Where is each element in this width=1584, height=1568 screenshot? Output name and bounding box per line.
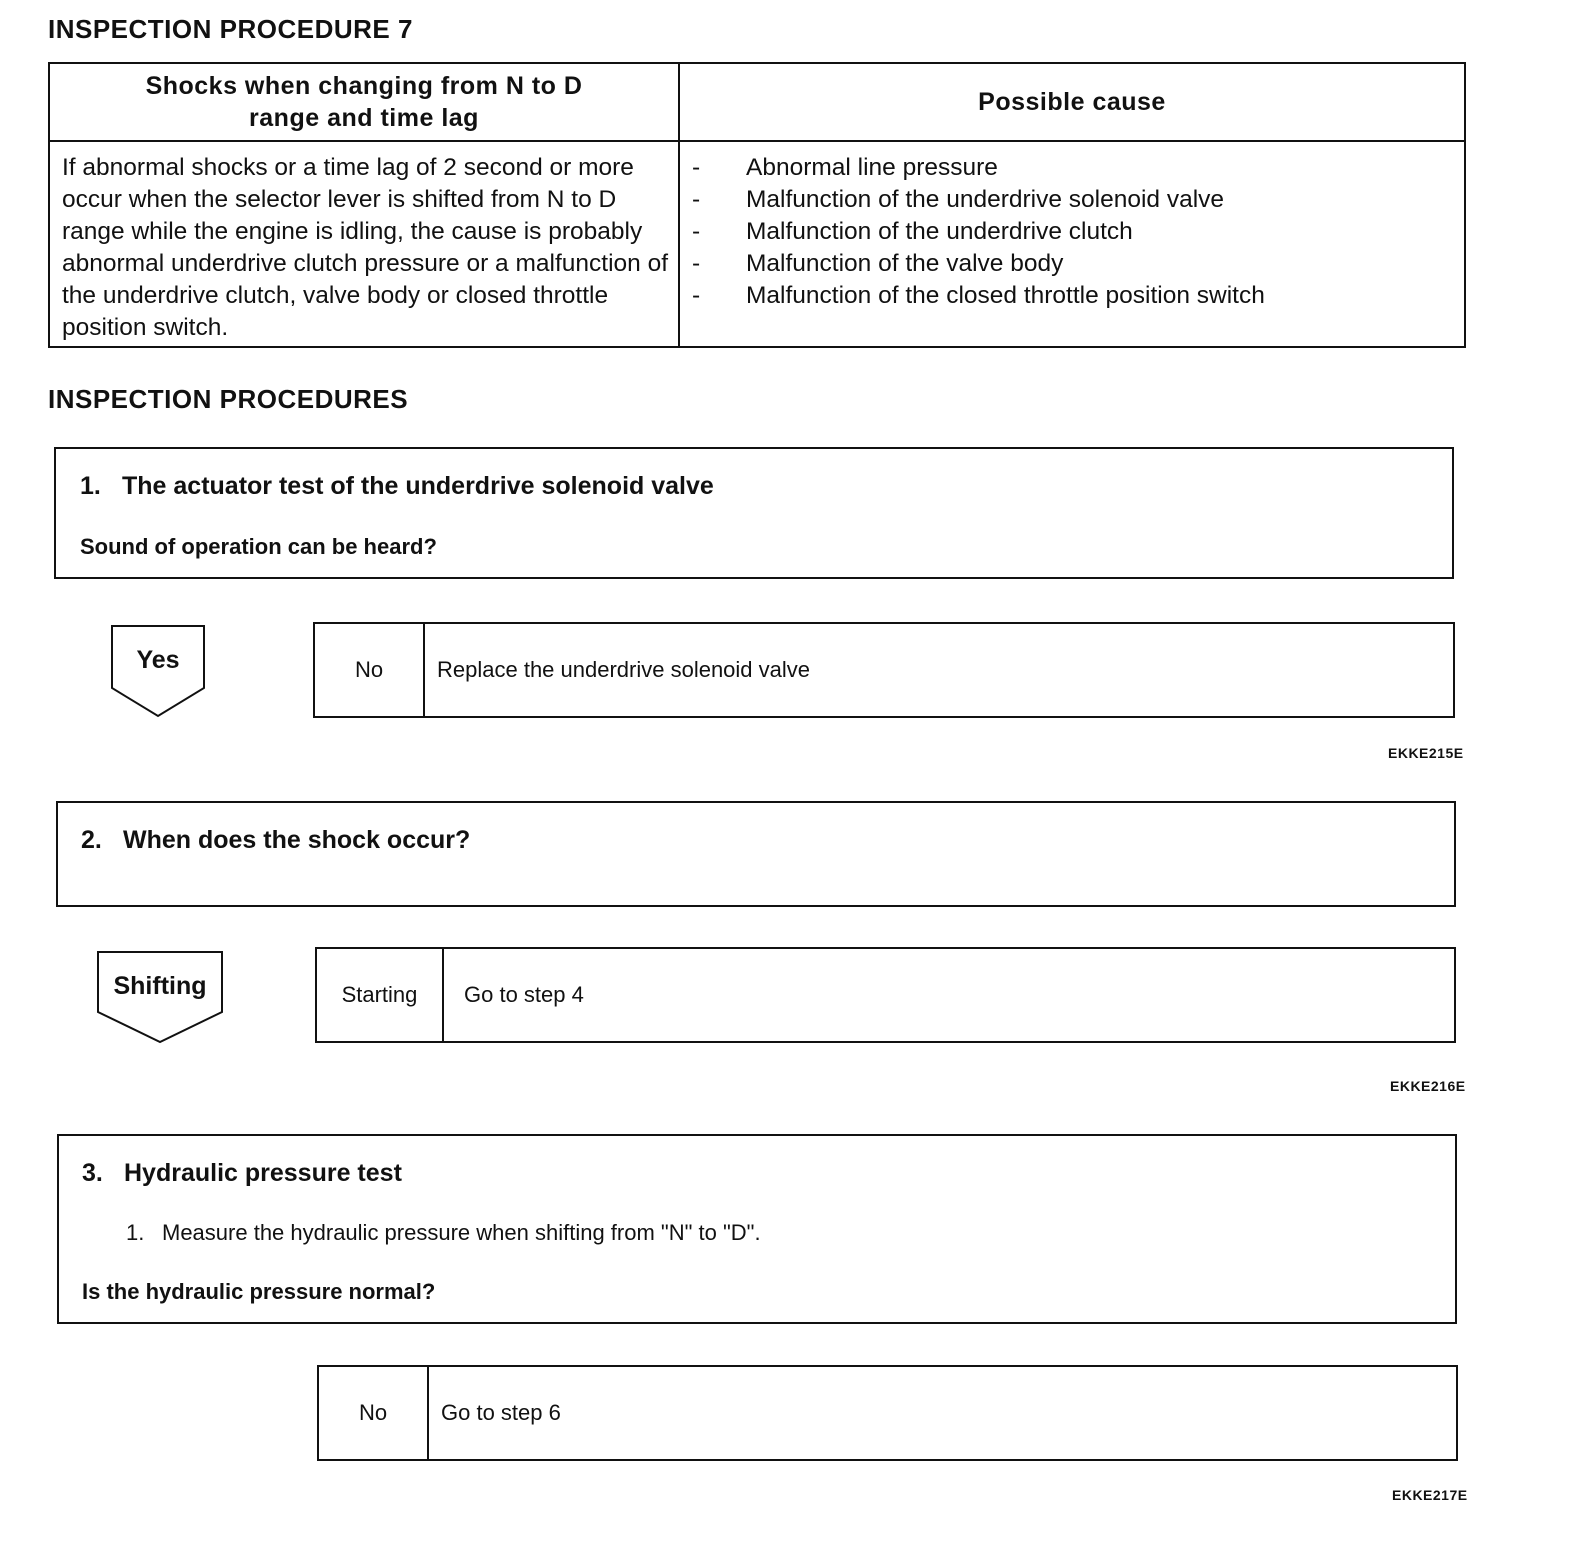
step-3-sub-item (126, 1220, 761, 1246)
yes-arrow (110, 624, 206, 720)
arrow-label-text: Yes (136, 646, 180, 674)
cause-text: Malfunction of the closed throttle position switch (746, 282, 1265, 309)
result-condition: No (315, 624, 425, 716)
bullet-dash: - (692, 186, 701, 213)
step-2-result (315, 947, 1456, 1043)
bullet-dash: - (692, 218, 701, 245)
step-1-title (80, 472, 714, 501)
cause-text: Malfunction of the underdrive solenoid valve (746, 186, 1225, 213)
step-title-text: When does the shock occur? (123, 826, 471, 854)
step-3-result (317, 1365, 1458, 1461)
arrow-label-text: Shifting (113, 972, 207, 1000)
figure-reference: EKKE217E (1392, 1487, 1468, 1503)
step-1-result (313, 622, 1455, 718)
figure-reference: EKKE216E (1390, 1078, 1466, 1094)
possible-cause-header: Possible cause (978, 88, 1166, 116)
list-item (690, 152, 1265, 184)
step-number: 3. (82, 1159, 103, 1187)
cause-text: Malfunction of the valve body (746, 250, 1064, 277)
procedure-title: INSPECTION PROCEDURE 7 (48, 14, 413, 44)
symptom-cause-table (48, 62, 1466, 348)
cause-text: Malfunction of the underdrive clutch (746, 218, 1133, 245)
table-header-divider (50, 140, 1464, 142)
result-action: Go to step 6 (441, 1400, 561, 1425)
shifting-arrow (96, 950, 224, 1046)
sub-item-text: Measure the hydraulic pressure when shifting from "N" to "D". (162, 1220, 761, 1245)
result-condition: Starting (317, 949, 444, 1041)
bullet-dash: - (692, 250, 701, 277)
result-condition: No (319, 1367, 429, 1459)
step-title-text: Hydraulic pressure test (124, 1159, 402, 1187)
list-item (690, 248, 1265, 280)
step-number: 1. (80, 472, 101, 500)
symptom-header: Shocks when changing from N to D range and time lag (145, 72, 583, 132)
sub-item-number: 1. (126, 1220, 145, 1245)
list-item (690, 184, 1265, 216)
list-item (690, 216, 1265, 248)
figure-reference: EKKE215E (1388, 745, 1464, 761)
step-number: 2. (81, 826, 102, 854)
step-2-title (81, 826, 470, 855)
procedures-heading: INSPECTION PROCEDURES (48, 384, 409, 414)
list-item (690, 280, 1265, 312)
bullet-dash: - (692, 282, 701, 309)
step-3-question: Is the hydraulic pressure normal? (82, 1279, 436, 1304)
step-3-title (82, 1159, 402, 1188)
step-title-text: The actuator test of the underdrive solenoid valve (122, 472, 714, 500)
possible-cause-list (690, 152, 1265, 312)
bullet-dash: - (692, 154, 701, 181)
step-1-question: Sound of operation can be heard? (80, 534, 437, 559)
result-action: Go to step 4 (464, 982, 584, 1007)
cause-text: Abnormal line pressure (746, 154, 998, 181)
result-action: Replace the underdrive solenoid valve (437, 657, 811, 682)
symptom-description: If abnormal shocks or a time lag of 2 second or more occur when the selector lever is shifted from N to D range while the engine is idling, the cause is probably abnormal underdrive clutch pressure or a malfunction of the underdrive clutch, valve body or closed throttle position switch. (62, 154, 669, 341)
